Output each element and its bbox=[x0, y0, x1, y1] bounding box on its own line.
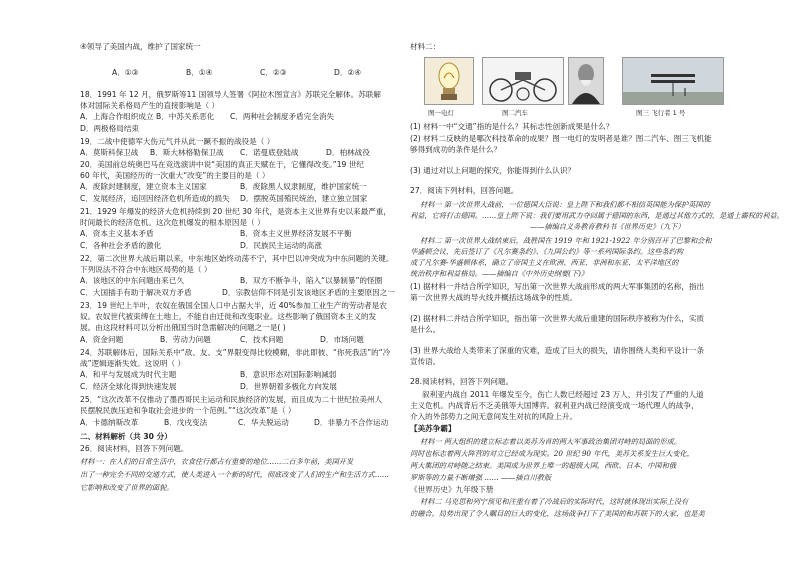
q26-material: 出了一种完全不同的交通方式，使人类进入一个新的时代，彻底改变了人们的生产和生活方式…… bbox=[80, 470, 390, 479]
right-column bbox=[410, 0, 784, 561]
q28-stem: 28.阅读材料，回答下列问题。 bbox=[410, 377, 514, 386]
q28-material: 主义危机。内战背后不乏美俄等大国博弈。叙利亚内战已经演变成一场代理人的战争， bbox=[410, 401, 699, 410]
option: B．①④ bbox=[186, 68, 213, 77]
option: D．②④ bbox=[334, 68, 362, 77]
q20-stem: 20．美国前总统奥巴马在竞选演讲中说“美国的真正天赋在于，它懂得改变。”19 世纪 bbox=[80, 160, 364, 169]
q22-option: C．大国插手有助于解决双方矛盾 bbox=[80, 288, 192, 297]
q26-sub: (2) 材料二反映的是哪次科技革命的成果？图一电灯的发明者是谁？图二汽车、图三飞机能 bbox=[410, 134, 712, 143]
q19-stem: 19．二战中使德军大伤元气并从此一蹶不振的战役是（ ） bbox=[80, 137, 275, 146]
q28-source: 《世界历史》九年级下册 bbox=[410, 485, 494, 494]
q19-option: B．斯大林格勒保卫战 bbox=[150, 148, 224, 157]
portrait-photo bbox=[568, 57, 604, 105]
q23-stem: 奴。农奴世代被束缚在土地上，不能自由迁徙和改变职业。这些影响了俄国资本主义的发 bbox=[80, 312, 377, 321]
q27-material: 成了凡尔赛-华盛顿体系，确立了帝国主义在欧洲、西亚、非洲和东亚、太平洋地区的 bbox=[410, 258, 679, 267]
q26-material: 材料一：在人们的日常生活中，衣食住行都占有重要的地位……二百多年前，美国开发 bbox=[80, 457, 354, 466]
image-caption: 图三 飞行者 1 号 bbox=[636, 109, 686, 117]
q24-stem: 战”逻辑逐渐失效。这说明（ ） bbox=[80, 359, 186, 368]
q25-option: B．戊戌变法 bbox=[164, 418, 208, 427]
q28-material: 介入的外部势力之间无意间发生对抗的风险上升。 bbox=[410, 412, 578, 421]
q27-sub: 是什么。 bbox=[410, 325, 441, 334]
q18-stem: 体对国际关系格局产生的直接影响是（ ） bbox=[80, 101, 220, 110]
q28-material: 叙利亚内战自 2011 年爆发至今，伤亡人数已经超过 23 万人，并引发了严重的人道 bbox=[422, 390, 704, 399]
image-caption: 图一电灯 bbox=[428, 109, 454, 117]
q23-option: B．劳动力问题 bbox=[160, 335, 211, 344]
q26-material: 它影响和改变了世界的面貌。 bbox=[80, 483, 174, 492]
q21-stem: 21．1929 年爆发的经济大危机持续到 20 世纪 30 年代，是资本主义世界有史以来最严重， bbox=[80, 207, 391, 216]
q27-stem: 27．阅读下列材料，回答问题。 bbox=[410, 186, 519, 195]
q22-stem: 下列说法不符合中东地区局势的是（ ） bbox=[80, 265, 212, 274]
q20-option: D．摆脱英国殖民统治，建立独立国家 bbox=[240, 194, 368, 203]
q26-sub: (3) 通过对以上问题的探究，你能得到什么认识？ bbox=[410, 166, 576, 175]
q23-option: A．资金问题 bbox=[80, 335, 124, 344]
q28-material: 材料二 马克思和列宁预见和注重有着了冷战后的实际时代，这时就体现出实际上没有 bbox=[420, 497, 689, 506]
q25-option: D．非暴力不合作运动 bbox=[314, 418, 389, 427]
q20-stem: 60 年代，美国经历的一次重大“改变”的主要目的是（ ） bbox=[80, 171, 270, 180]
q18-option: C．两种社会制度矛盾完全消失 bbox=[230, 112, 335, 121]
q28-material: 同时也标志着两大阵营的对立已经成为现实。20 世纪 90 年代，美苏关系发生巨大变化， bbox=[410, 449, 694, 458]
q27-material: 利益，它将打击德国。……皇上陛下说：我们要用武力夺回属于德国的东西，是通过其他方式的，是通上霸权的利益。 bbox=[410, 211, 784, 220]
section-heading: 二、材料解析（共 30 分） bbox=[80, 432, 172, 441]
q25-stem: 25．“这次改革不仅推动了墨西哥民主运动和民族经济的发展，而且成为二十世纪拉美州人 bbox=[80, 395, 383, 404]
q24-option: B．意识形态对国际影响减弱 bbox=[240, 370, 337, 379]
q25-stem: 民摆脱民族压迫和争取社会进步的一个范例。”“这次改革”是（ ） bbox=[80, 406, 296, 415]
q23-option: D．市场问题 bbox=[320, 335, 364, 344]
q27-material: 材料二 第一次世界大战结束后，战胜国在 1919 年和 1921-1922 年分别召开了巴黎和会和 bbox=[420, 236, 712, 245]
q22-option: D．宗教信仰不同是引发该地区矛盾的主要原因之一 bbox=[222, 288, 395, 297]
q27-material: 材料一 第一次世界大战前，一位德国大臣说：皇上陛下和我们都不相信英国能为保护英国的 bbox=[420, 200, 710, 209]
q28-material: 罗斯等的力量不断增强 …… ——摘自川教版 bbox=[410, 473, 552, 482]
q19-option: A．莫斯科保卫战 bbox=[80, 148, 139, 157]
q27-sub: (3) 世界大战给人类带来了深重的灾难，造成了巨大的损失，请你围绕人类和平设计一条 bbox=[410, 346, 705, 355]
airplane-photo bbox=[622, 57, 724, 105]
q18-option: D．两极格局结束 bbox=[80, 124, 140, 133]
q23-stem: 展。由这段材料可以分析出俄国当时急需解决的问题之一是( ) bbox=[80, 323, 286, 332]
q19-option: C．诺曼底登陆战 bbox=[240, 148, 299, 157]
q27-sub: (1) 据材料一并结合所学知识，写出第一次世界大战前形成的两大军事集团的名称，指出 bbox=[410, 282, 705, 291]
q20-option: B．废除黑人奴隶制度，维护国家统一 bbox=[240, 182, 367, 191]
q28-heading: 【美苏争霸】 bbox=[410, 424, 456, 433]
q25-option: A．卡德纳斯改革 bbox=[80, 418, 139, 427]
q20-option: A．废除封建制度，建立资本主义国家 bbox=[80, 182, 207, 191]
q24-option: A．和平与发展成为时代主题 bbox=[80, 370, 177, 379]
q23-stem: 23．19 世纪上半叶，农奴在俄国全国人口中占据大半，近 40%参加工业生产的劳动者是农 bbox=[80, 301, 387, 310]
left-column bbox=[80, 0, 402, 561]
material2-title: 材料二： bbox=[410, 42, 441, 51]
q27-sub: 第一次世界大战的导火线并概括这场战争的性质。 bbox=[410, 293, 578, 302]
q21-option: B．资本主义世界经济发展不平衡 bbox=[240, 229, 352, 238]
q26-sub: (1) 材料一中“交通”指的是什么？其标志性创新成果是什么？ bbox=[410, 122, 614, 131]
lightbulb-photo bbox=[424, 57, 474, 105]
q27-material: 统治秩序和利益格局。——摘编自《中外历史纲要(下)》 bbox=[410, 269, 589, 278]
option: C．②③ bbox=[260, 68, 287, 77]
q21-stem: 时间最长的经济危机。这次危机爆发的根本原因是（ ） bbox=[80, 218, 265, 227]
q23-option: C．技术问题 bbox=[240, 335, 284, 344]
q27-source: ——摘编自义务教育教科书《世界历史》（九下） bbox=[530, 222, 685, 231]
q22-option: B．双方不断争斗，陷入“以暴制暴”的怪圈 bbox=[240, 276, 383, 285]
q21-option: D．民族民主运动的高涨 bbox=[240, 241, 322, 250]
q25-option: C．华夫脱运动 bbox=[238, 418, 289, 427]
q-top-item: ④领导了美国内战，维护了国家统一 bbox=[80, 42, 201, 51]
q18-option: A．上海合作组织成立 bbox=[80, 112, 154, 121]
q26-stem: 26．阅读材料，回答下列问题。 bbox=[80, 444, 189, 453]
q24-option: C．经济全球化得到快速发展 bbox=[80, 382, 177, 391]
q27-sub: (2) 据材料二并结合所学知识，指出第一次世界大战后重建的国际秩序被称为什么，实质 bbox=[410, 314, 705, 323]
q18-option: B．中苏关系恶化 bbox=[156, 112, 215, 121]
q21-option: C．各种社会矛盾的激化 bbox=[80, 241, 162, 250]
q21-option: A．资本主义基本矛盾 bbox=[80, 229, 154, 238]
q22-stem: 22．第二次世界大战后期以来，中东地区始终动荡不宁，其中巴以冲突成为中东问题的关键。 bbox=[80, 254, 394, 263]
q27-sub: 宣传语。 bbox=[410, 357, 441, 366]
q28-material: 材料一 两大组织的建立标志着以美苏为首的两大军事政治集团对峙的局面的形成。 bbox=[420, 437, 682, 446]
q24-option: D．世界朝着多极化方向发展 bbox=[240, 382, 337, 391]
q27-material: 华盛顿会议，先后签订了《凡尔赛条约》、《九国公约》等一系列国际条约。这些条约构 bbox=[410, 247, 684, 256]
q19-option: D．柏林战役 bbox=[326, 148, 370, 157]
q-top-options bbox=[112, 68, 408, 77]
q22-option: A．该地区的中东问题由来已久 bbox=[80, 276, 184, 285]
q18-stem: 18．1991 年 12 月，俄罗斯等11 国领导人签署《阿拉木图宣言》苏联完全解体。苏联解 bbox=[80, 90, 381, 99]
image-caption: 图二汽车 bbox=[502, 109, 528, 117]
option: A．①③ bbox=[112, 68, 139, 77]
car-photo bbox=[482, 57, 564, 105]
q24-stem: 24．苏联解体后，国际关系中“敌、友、支”界限变得比较模糊，非此即彼、“你死我活”的“冷 bbox=[80, 348, 391, 357]
q20-option: C．发展经济，追回因经济危机所造成的损失 bbox=[80, 194, 230, 203]
q28-material: 的融合。局势出现了令人瞩目的巨大的变化，这场战争打下了美国的和苏联下的大家，也是美 bbox=[410, 509, 705, 518]
q28-material: 两大集团的对峙随之结束。美国成为世界上唯一的超级大国，西欧、日本、中国和俄 bbox=[410, 461, 676, 470]
q26-sub: 够得到成功的条件是什么？ bbox=[410, 145, 502, 154]
